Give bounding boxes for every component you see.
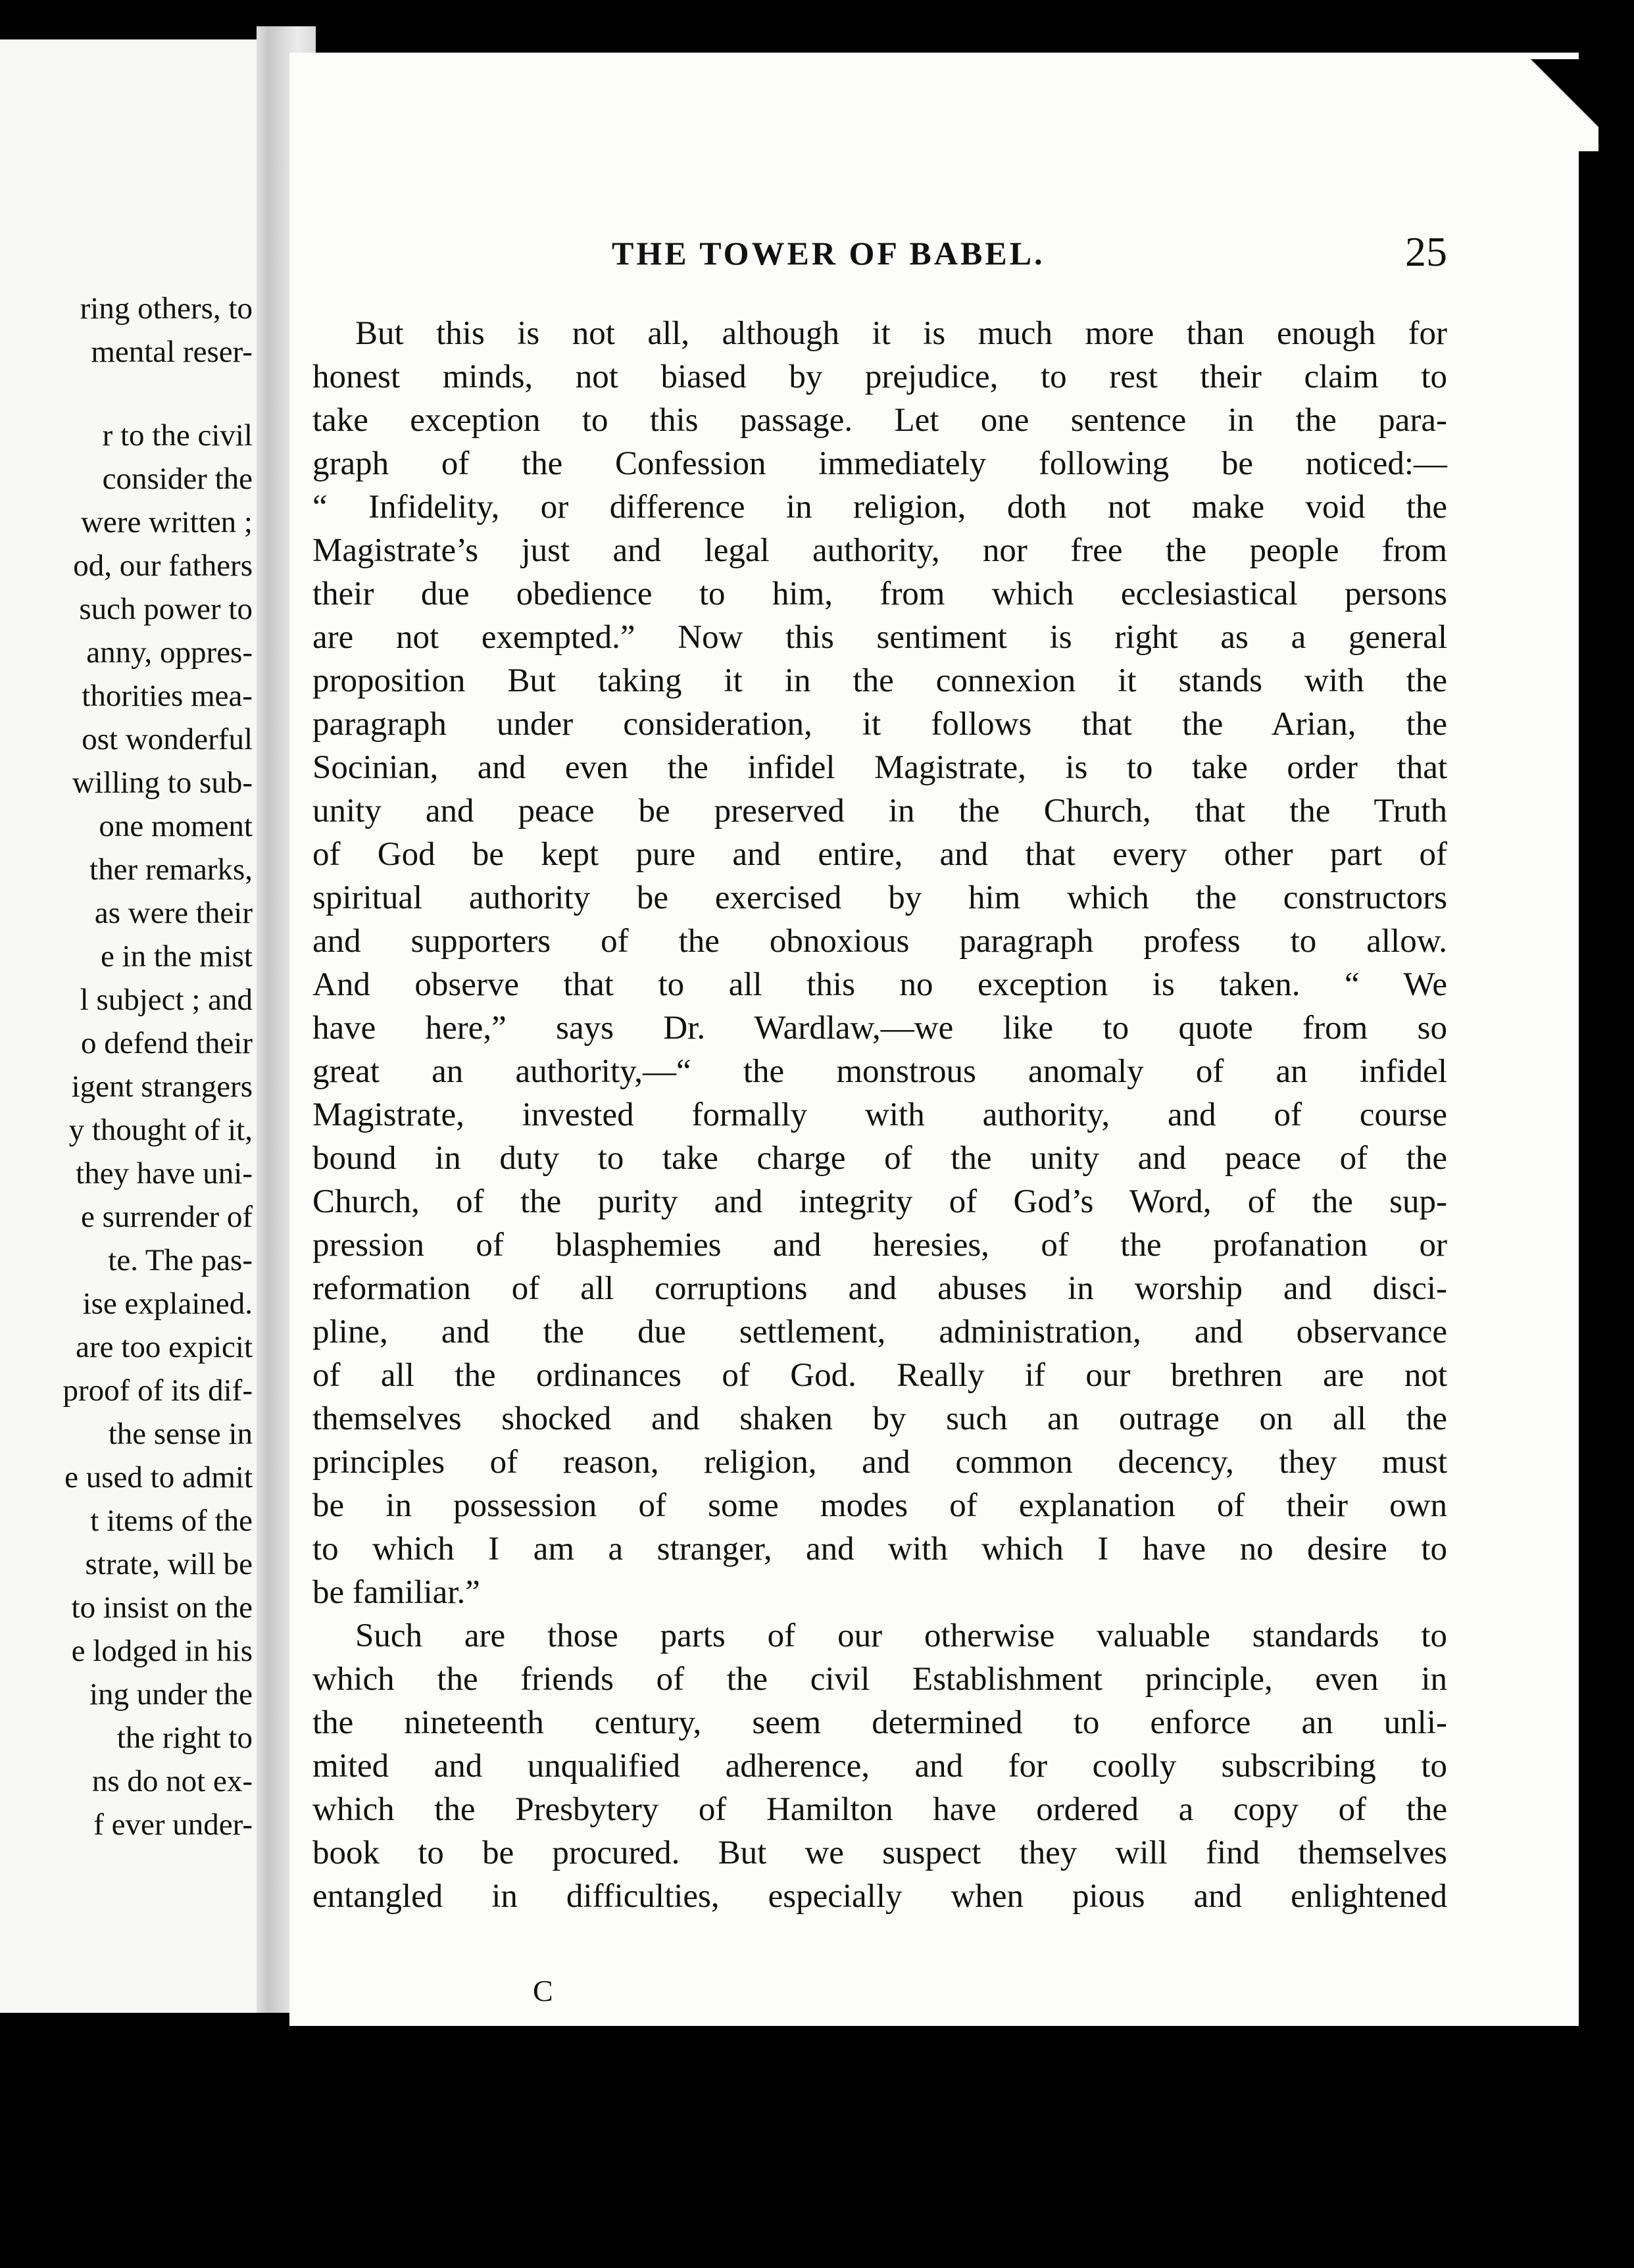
text-line: e lodged in his (71, 1634, 253, 1668)
text-line: their due obedience to him, from which ecclesiastical persons (312, 576, 1447, 612)
text-line: t items of the (90, 1504, 253, 1538)
text-line: great an authority,—“ the monstrous anomaly of an infidel (312, 1053, 1447, 1090)
text-line: and supporters of the obnoxious paragraph profess to allow. (312, 923, 1447, 960)
facing-page-fragment (0, 39, 257, 2013)
text-line: graph of the Confession immediately following be noticed:— (312, 445, 1447, 482)
text-line: igent strangers (71, 1070, 253, 1104)
text-line: mited and unqualified adherence, and for coolly subscribing to (312, 1748, 1447, 1785)
text-line: o defend their (80, 1026, 253, 1060)
book-page (289, 53, 1579, 2026)
text-line: proof of its dif- (62, 1373, 253, 1408)
running-title: THE TOWER OF BABEL. (612, 235, 1045, 272)
text-line: mental reser- (91, 335, 253, 369)
text-line: e surrender of (81, 1200, 253, 1234)
text-line: Such are those parts of our otherwise valuable standards to (355, 1617, 1447, 1654)
page-corner (1500, 59, 1598, 151)
text-line: were written ; (80, 505, 253, 539)
text-line: honest minds, not biased by prejudice, to rest their claim to (312, 358, 1447, 395)
text-line: themselves shocked and shaken by such an outrage on all the (312, 1400, 1447, 1437)
text-line: proposition But taking it in the connexion it stands with the (312, 662, 1447, 699)
text-line: the right to (116, 1721, 253, 1755)
page-header (289, 228, 1579, 280)
text-line: of God be kept pure and entire, and that every other part of (312, 836, 1447, 873)
text-line: bound in duty to take charge of the unity and peace of the (312, 1140, 1447, 1177)
text-line: reformation of all corruptions and abuses in worship and disci- (312, 1270, 1447, 1307)
text-line: ise explained. (82, 1287, 253, 1321)
text-line: Magistrate, invested formally with authority, and of course (312, 1097, 1447, 1133)
text-line: unity and peace be preserved in the Church, that the Truth (312, 793, 1447, 829)
text-line: ther remarks, (89, 852, 253, 887)
text-line: f ever under- (93, 1808, 253, 1842)
page-number: 25 (1405, 228, 1447, 275)
text-line: pression of blasphemies and heresies, of the profanation or (312, 1227, 1447, 1264)
text-line: are too expicit (76, 1330, 253, 1364)
text-line: take exception to this passage. Let one sentence in the para- (312, 402, 1447, 439)
text-line: ost wonderful (82, 722, 253, 756)
text-line: ring others, to (80, 291, 253, 326)
text-line: which the Presbytery of Hamilton have ordered a copy of the (312, 1791, 1447, 1828)
text-line: And observe that to all this no exception is taken. “ We (312, 966, 1447, 1003)
text-line: as were their (94, 896, 253, 930)
text-line: Socinian, and even the infidel Magistrate, is to take order that (312, 749, 1447, 786)
text-line: principles of reason, religion, and common decency, they must (312, 1444, 1447, 1481)
text-line: are not exempted.” Now this sentiment is right as a general (312, 619, 1447, 656)
text-line: y thought of it, (68, 1113, 253, 1147)
text-line: such power to (79, 592, 253, 626)
text-line: the nineteenth century, seem determined to enforce an unli- (312, 1704, 1447, 1741)
text-line: pline, and the due settlement, administration, and observance (312, 1314, 1447, 1350)
text-line: one moment (99, 809, 253, 843)
text-line: paragraph under consideration, it follows that the Arian, the (312, 706, 1447, 743)
text-line: ns do not ex- (91, 1764, 253, 1798)
text-line: anny, oppres- (86, 635, 253, 670)
text-line: But this is not all, although it is much more than enough for (355, 315, 1447, 352)
text-line: they have uni- (76, 1156, 253, 1191)
signature-mark: C (533, 1974, 553, 2008)
text-line: spiritual authority be exercised by him which the constructors (312, 879, 1447, 916)
text-line: willing to sub- (72, 766, 253, 800)
text-line: e used to admit (64, 1460, 253, 1494)
text-line: Church, of the purity and integrity of God’s Word, of the sup- (312, 1183, 1447, 1220)
text-line: Magistrate’s just and legal authority, nor free the people from (312, 532, 1447, 569)
text-line: be familiar.” (312, 1574, 480, 1611)
text-line: to insist on the (71, 1590, 253, 1625)
text-line: strate, will be (85, 1547, 253, 1581)
text-line: the sense in (108, 1417, 253, 1451)
text-line: to which I am a stranger, and with which I have no desire to (312, 1531, 1447, 1567)
text-line: consider the (102, 462, 253, 496)
text-line: of all the ordinances of God. Really if our brethren are not (312, 1357, 1447, 1394)
text-line: ing under the (89, 1677, 253, 1712)
text-line: book to be procured. But we suspect they will find themselves (312, 1835, 1447, 1871)
text-line: entangled in difficulties, especially when pious and enlightened (312, 1878, 1447, 1915)
text-line: have here,” says Dr. Wardlaw,—we like to quote from so (312, 1010, 1447, 1047)
text-line: thorities mea- (82, 679, 253, 713)
text-line: l subject ; and (80, 983, 253, 1017)
text-line: which the friends of the civil Establishment principle, even in (312, 1661, 1447, 1698)
text-line: “ Infidelity, or difference in religion, doth not make void the (312, 489, 1447, 526)
text-line: te. The pas- (108, 1243, 253, 1277)
text-line: e in the mist (100, 939, 253, 974)
text-line: od, our fathers (73, 549, 253, 583)
text-line: r to the civil (102, 418, 253, 453)
text-line: be in possession of some modes of explanation of their own (312, 1487, 1447, 1524)
